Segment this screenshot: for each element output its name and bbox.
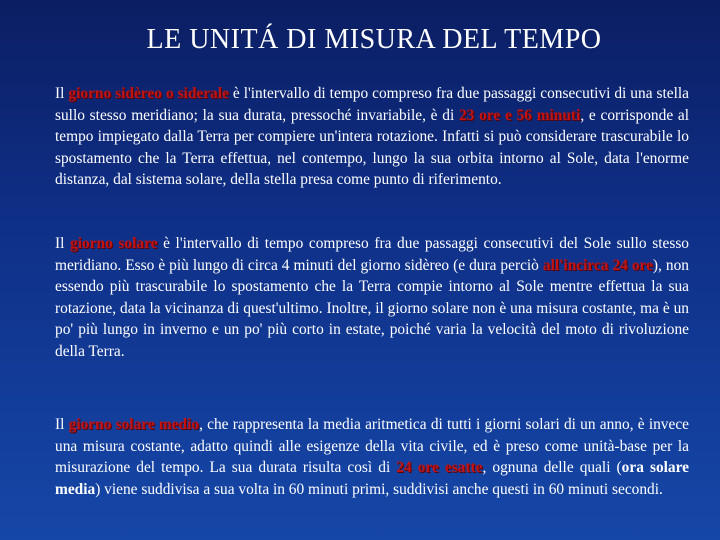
p3-text-2: , che rappresenta la media aritmetica di tutti i giorni solari di un anno, è invece una misura costante, adatto quindi alle esigenze della vita civile, ed è preso come unità-base per la misurazione del tempo. La sua durata risulta così di <box>55 416 689 477</box>
duration-sidereo: 23 ore e 56 minuti <box>458 106 581 124</box>
p2-text-3: ), non essendo più trascurabile lo spostamento che la Terra compie intorno al Sole mentre effettua la sua rotazione, data la vicinanza di quest'ultimo. Inoltre, il giorno solare non è una misura costante, ma è un po' più lungo in inverno e un po' più corto in estate, poiché varia la velocità del moto di rivoluzione della Terra. <box>55 256 689 360</box>
term-giorno-solare-medio: giorno solare medio <box>68 416 200 433</box>
p3-text-4: ) viene suddivisa a sua volta in 60 minuti primi, suddivisi anche questi in 60 minuti secondi. <box>95 480 663 498</box>
p1-text-3: , e corrisponde al tempo impiegato dalla Terra per compiere un'intera rotazione. Infatti si può considerare trascurabile lo spostamento che la Terra effettua, nel contempo, lungo la sua orbita intorno al Sole, data l'enorme distanza, dal sistema solare, della stella presa come punto di riferimento. <box>55 106 690 189</box>
p2-text-1: Il <box>55 235 71 252</box>
term-giorno-sidereo: giorno sidèreo o siderale <box>68 85 229 102</box>
paragraph-giorno-solare <box>55 233 689 363</box>
paragraph-giorno-sidereo <box>55 83 689 191</box>
p3-text-3: , ognuna delle quali ( <box>482 459 622 477</box>
term-ora-solare-media: ora solare media <box>55 459 689 498</box>
p2-text-2: è l'intervallo di tempo compreso fra due passaggi consecutivi del Sole sullo stesso meridiano. Esso è più lungo di circa 4 minuti del giorno sidèreo (e dura perciò <box>55 235 689 274</box>
duration-solare: all'incirca 24 ore <box>542 256 653 274</box>
duration-solare-medio: 24 ore esatte <box>396 459 483 477</box>
term-giorno-solare: giorno solare <box>70 235 158 252</box>
page-title: LE UNITÁ DI MISURA DEL TEMPO <box>146 24 602 55</box>
p1-text-2: è l'intervallo di tempo compreso fra due passaggi consecutivi di una stella sullo stesso meridiano; la sua durata, pressoché invariabile, è di <box>55 85 690 124</box>
paragraph-giorno-solare-medio <box>55 414 689 500</box>
p1-text-1: Il <box>55 85 69 102</box>
p3-text-1: Il <box>55 416 69 433</box>
